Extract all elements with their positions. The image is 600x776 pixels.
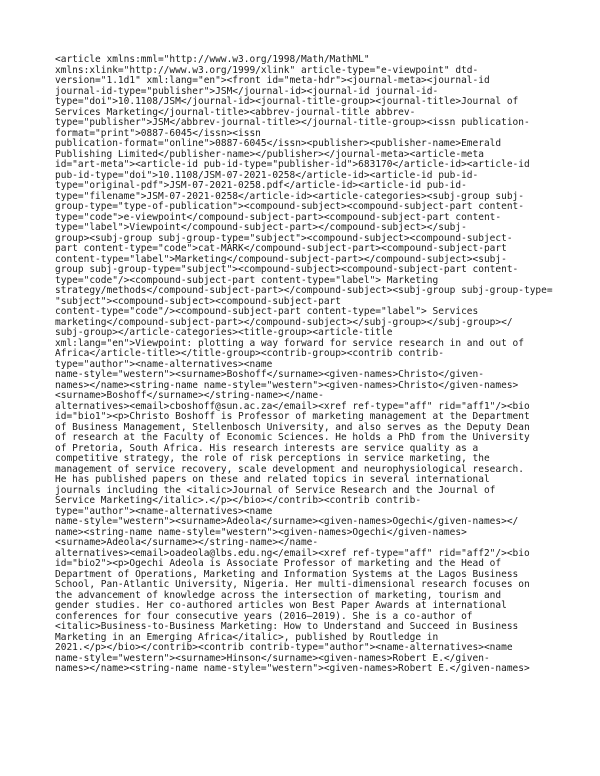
xml-source-line: School, Pan-Atlantic University, Nigeria. Her multi-dimensional research focuses on: [55, 579, 530, 590]
xml-source-line: alternatives><email>oadeola@lbs.edu.ng</email><xref ref-type="aff" rid="aff2"/><bio: [55, 547, 530, 559]
xml-source-line: the advancement of knowledge across the intersection of marketing, tourism and: [55, 589, 502, 601]
xml-source-line: of Business Management, Stellenbosch University, and also serves as the Deputy Dean: [55, 421, 530, 433]
xml-source-line: Africa</article-title></title-group><contrib-group><contrib contrib-: [55, 348, 444, 359]
xml-source-line: pub-id-type="doi">10.1108/JSM-07-2021-0258</article-id><article-id pub-id-: [55, 169, 479, 181]
xml-source-line: Marketing in an Emerging Africa</italic>, published by Routledge in: [55, 631, 439, 643]
xml-source-line: name><string-name name-style="western"><given-names>Ogechi</given-names>: [55, 526, 467, 538]
xml-source-text: [55, 55, 555, 675]
xml-source-line: type="code">e-viewpoint</compound-subject-part><compound-subject-part content-: [55, 211, 502, 223]
xml-source-line: type="doi">10.1108/JSM</journal-id><journal-title-group><journal-title>Journal of: [55, 96, 519, 107]
xml-source-line: journal-id-type="publisher">JSM</journal-id><journal-id journal-id-: [55, 85, 439, 97]
xml-source-line: strategy/methods</compound-subject-part></compound-subject><subj-group subj-group-type=: [55, 285, 553, 296]
xml-source-line: type="label">Viewpoint</compound-subject-part></compound-subject></subj-: [55, 222, 467, 233]
xml-source-line: Publishing Limited</publisher-name></publisher></journal-meta><article-meta: [55, 148, 484, 160]
xml-source-line: id="bio2"><p>Ogechi Adeola is Associate Professor of marketing and the Head of: [55, 558, 502, 569]
xml-source-line: 2021.</p></bio></contrib><contrib contrib-type="author"><name-alternatives><name: [55, 642, 513, 653]
xml-source-line: format="print">0887-6045</issn><issn: [55, 127, 261, 139]
xml-source-line: type="author"><name-alternatives><name: [55, 505, 273, 517]
xml-source-line: part content-type="code">cat-MARK</compound-subject-part><compound-subject-part: [55, 243, 507, 254]
xml-source-line: "subject"><compound-subject><compound-subject-part: [55, 295, 341, 307]
xml-source-line: alternatives><email>cboshoff@sun.ac.za</email><xref ref-type="aff" rid="aff1"/><bio: [55, 400, 530, 412]
xml-source-line: of research at the Faculty of Economic Sciences. He holds a PhD from the University: [55, 432, 530, 443]
xml-source-line: gender studies. Her co-authored articles won Best Paper Awards at international: [55, 600, 507, 611]
xml-source-line: type="filename">JSM-07-2021-0258</article-id><article-categories><subj-group subj-: [55, 190, 524, 202]
xml-source-line: He has published papers on these and related topics in several international: [55, 474, 490, 485]
xml-source-line: name-style="western"><surname>Adeola</surname><given-names>Ogechi</given-names></: [55, 516, 519, 527]
xml-source-line: type="original-pdf">JSM-07-2021-0258.pdf</article-id><article-id pub-id-: [55, 180, 467, 191]
xml-source-line: competitive strategy, the role of risk perceptions in service marketing, the: [55, 453, 490, 464]
xml-source-line: subj-group></article-categories><title-group><article-title: [55, 327, 393, 338]
xml-source-line: name-style="western"><surname>Hinson</surname><given-names>Robert E.</given-: [55, 652, 490, 664]
xml-source-line: group subj-group-type="subject"><compound-subject><compound-subject-part content-: [55, 264, 519, 275]
xml-source-line: Department of Operations, Marketing and Information Systems at the Lagos Business: [55, 568, 519, 580]
xml-source-line: content-type="code"/><compound-subject-part content-type="label"> Services: [55, 306, 479, 317]
xml-source-line: content-type="label">Marketing</compound-subject-part></compound-subject><subj-: [55, 253, 507, 265]
xml-source-line: <article xmlns:mml="http://www.w3.org/1998/Math/MathML": [55, 54, 370, 65]
xml-source-line: xml:lang="en">Viewpoint: plotting a way forward for service research in and out of: [55, 337, 524, 349]
xml-source-line: Services Marketing</journal-title><abbrev-journal-title abbrev-: [55, 106, 416, 118]
xml-source-line: id="art-meta"><article-id pub-id-type="publisher-id">683170</article-id><article-id: [55, 159, 530, 170]
xml-source-line: <italic>Business-to-Business Marketing: How to Understand and Succeed in Business: [55, 621, 519, 632]
xml-source-line: names></name><string-name name-style="western"><given-names>Robert E.</given-names>: [55, 663, 530, 674]
xml-source-line: journals including the <italic>Journal of Service Research and the Journal of: [55, 484, 496, 496]
xml-source-line: group-type="type-of-publication"><compound-subject><compound-subject-part content-: [55, 201, 524, 212]
xml-source-line: type="code"/><compound-subject-part content-type="label"> Marketing: [55, 274, 439, 286]
xml-source-line: version="1.1d1" xml:lang="en"><front id="meta-hdr"><journal-meta><journal-id: [55, 75, 490, 86]
xml-source-line: type="author"><name-alternatives><name: [55, 358, 273, 370]
xml-source-line: <surname>Boshoff</surname></string-name></name-: [55, 390, 324, 401]
xml-source-line: of Pretoria, South Africa. His research interests are service quality as a: [55, 442, 479, 454]
xml-source-line: marketing</compound-subject-part></compound-subject></subj-group></subj-group></: [55, 316, 513, 328]
xml-source-line: conferences for four consecutive years (2016–2019). She is a co-author of: [55, 610, 473, 622]
xml-source-line: id="bio1"><p>Christo Boshoff is Professor of marketing management at the Department: [55, 411, 530, 422]
xml-source-line: xmlns:xlink="http://www.w3.org/1999/xlink" article-type="e-viewpoint" dtd-: [55, 64, 479, 76]
xml-source-line: type="publisher">JSM</abbrev-journal-title></journal-title-group><issn publication-: [55, 117, 530, 128]
xml-source-line: publication-format="online">0887-6045</issn><publisher><publisher-name>Emerald: [55, 138, 502, 149]
xml-source-line: Service Marketing</italic>.</p></bio></contrib><contrib contrib-: [55, 495, 422, 506]
xml-source-line: <surname>Adeola</surname></string-name></name-: [55, 537, 319, 548]
xml-source-line: management of service recovery, scale development and neurophysiological research.: [55, 463, 524, 475]
xml-source-line: name-style="western"><surname>Boshoff</surname><given-names>Christo</given-: [55, 369, 484, 380]
xml-source-line: group><subj-group subj-group-type="subject"><compound-subject><compound-subject-: [55, 232, 513, 244]
xml-source-line: names></name><string-name name-style="western"><given-names>Christo</given-names>: [55, 379, 519, 391]
